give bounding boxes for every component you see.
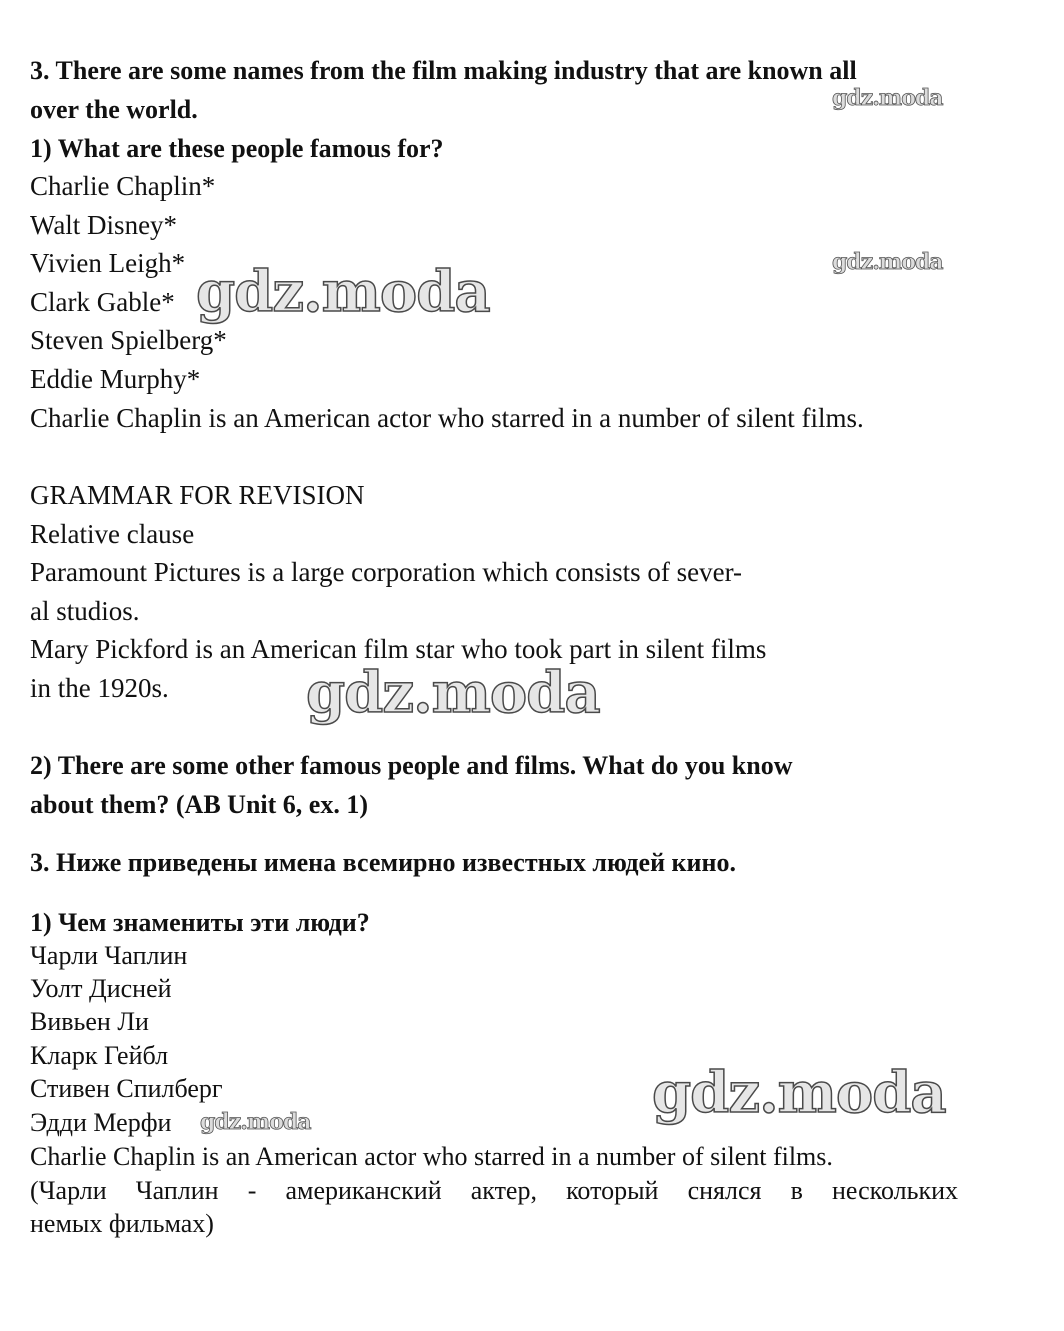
- name-item: Vivien Leigh*: [30, 248, 186, 278]
- watermark: gdz.moda: [196, 259, 490, 325]
- grammar-example-1-line2: al studios.: [30, 596, 140, 626]
- task-title-line1: 3. There are some names from the film making industry that are known all: [30, 56, 857, 85]
- task2-line2: about them? (AB Unit 6, ex. 1): [30, 790, 368, 819]
- translation-name-item: Уолт Дисней: [30, 974, 172, 1003]
- watermark: gdz.moda: [832, 85, 943, 111]
- translation-example: Charlie Chaplin is an American actor who starred in a number of silent films.: [30, 1142, 833, 1171]
- translation-example-ru-line1: (Чарли Чаплин - американский актер, который снялся в нескольких: [30, 1176, 958, 1205]
- watermark: gdz.moda: [306, 660, 600, 726]
- name-item: Clark Gable*: [30, 287, 175, 317]
- example-sentence: Charlie Chaplin is an American actor who starred in a number of silent films.: [30, 403, 864, 433]
- grammar-topic: Relative clause: [30, 519, 195, 549]
- task-title-line2: over the world.: [30, 95, 198, 124]
- name-item: Walt Disney*: [30, 210, 178, 240]
- translation-name-item: Стивен Спилберг: [30, 1074, 223, 1103]
- grammar-example-2-line1: Mary Pickford is an American film star who took part in silent films: [30, 634, 767, 664]
- task2-line1: 2) There are some other famous people and films. What do you know: [30, 751, 793, 780]
- grammar-example-1-line1: Paramount Pictures is a large corporation which consists of sever-: [30, 557, 743, 587]
- translation-name-item: Вивьен Ли: [30, 1007, 149, 1036]
- name-item: Eddie Murphy*: [30, 364, 201, 394]
- translation-name-item: Кларк Гейбл: [30, 1041, 169, 1070]
- watermark: gdz.moda: [652, 1060, 946, 1126]
- grammar-heading: GRAMMAR FOR REVISION: [30, 480, 365, 510]
- translation-question-1: 1) Чем знамениты эти люди?: [30, 908, 370, 937]
- watermark: gdz.moda: [200, 1109, 311, 1135]
- translation-title: 3. Ниже приведены имена всемирно известных людей кино.: [30, 848, 736, 877]
- task-question-1: 1) What are these people famous for?: [30, 134, 444, 163]
- translation-name-item: Эдди Мерфи: [30, 1108, 172, 1137]
- grammar-example-2-line2: in the 1920s.: [30, 673, 169, 703]
- name-item: Steven Spielberg*: [30, 325, 227, 355]
- name-item: Charlie Chaplin*: [30, 171, 216, 201]
- watermark: gdz.moda: [832, 249, 943, 275]
- translation-name-item: Чарли Чаплин: [30, 941, 188, 970]
- translation-example-ru-line2: немых фильмах): [30, 1209, 214, 1238]
